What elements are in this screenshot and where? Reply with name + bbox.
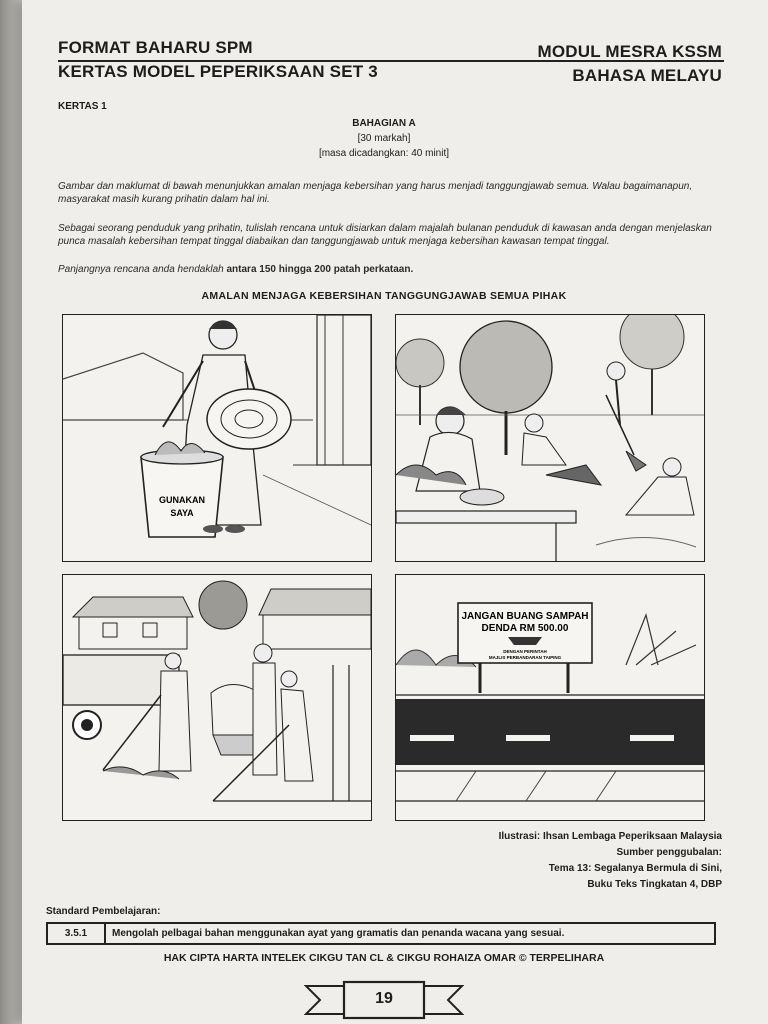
page-number: 19 [375,990,393,1007]
instruction-paragraph-3 [58,263,722,276]
standard-label: Standard Pembelajaran: [46,906,161,917]
standard-code: 3.5.1 [48,924,106,943]
time-label: [masa dicadangkan: 40 minit] [318,148,450,159]
bin-label-gunakan: GUNAKAN [159,495,205,505]
road-sign-illustration [396,575,704,820]
sign-jangan-buang-sampah: JANGAN BUANG SAMPAH [461,611,589,622]
bin-label-saya: SAYA [170,508,194,518]
paper-label: KERTAS 1 [58,101,107,112]
panel-gotong-royong [62,574,372,821]
instruction-paragraph-1: Gambar dan maklumat di bawah menunjukkan amalan menjaga kebersihan yang harus menjadi tanggungjawab semua. Walau bagaimanapun, masyarakat masih kurang prihatin dalam hal ini. [58,181,693,205]
panel-no-littering-sign [395,574,705,821]
sign-denda: DENDA RM 500.00 [481,623,569,634]
gardening-illustration [396,315,704,561]
length-instruction: Panjangnya rencana anda hendaklah [58,264,227,275]
community-cleaning-illustration [63,575,371,820]
word-count-requirement: antara 150 hingga 200 patah perkataan. [226,264,414,275]
illustration-credits [499,829,722,893]
page-number-banner [304,980,464,1020]
copyright-notice: HAK CIPTA HARTA INTELEK CIKGU TAN CL & CIKGU ROHAIZA OMAR © TERPELIHARA [163,952,605,964]
marks-label: [30 markah] [357,133,411,144]
header-modul: MODUL MESRA KSSM [537,42,722,61]
illustration-title: AMALAN MENJAGA KEBERSIHAN TANGGUNGJAWAB SEMUA PIHAK [201,290,567,302]
section-title: BAHAGIAN A [352,118,416,129]
instruction-paragraph-2: Sebagai seorang penduduk yang prihatin, tulislah rencana untuk disiarkan dalam majalah bulanan penduduk di kawasan anda dengan menjelaskan punca masalah kebersihan tempat tinggal diabaikan dan tanggungjawab untuk menjaga kebersihan kawasan tempat tinggal. [58,223,712,247]
credit-sumber: Sumber penggubalan: [616,847,722,858]
standard-text: Mengolah pelbagai bahan menggunakan ayat yang gramatis dan penanda wacana yang sesuai. [112,928,565,939]
panel-woman-using-bin [62,314,372,562]
header-kertas-model: KERTAS MODEL PEPERIKSAAN SET 3 [58,62,378,81]
credit-tema: Tema 13: Segalanya Bermula di Sini, [548,863,722,874]
sign-small-perintah: DENGAN PERINTAH [503,649,547,654]
standard-box [46,922,716,945]
credit-ilustrasi: Ilustrasi: Ihsan Lembaga Peperiksaan Malaysia [498,831,722,842]
header-subject: BAHASA MELAYU [572,66,722,85]
panel-gardening-sweeping [395,314,705,562]
sign-small-majlis: MAJLIS PERBANDARAN TAIPING [488,655,562,660]
header-format: FORMAT BAHARU SPM [58,38,253,57]
woman-bin-illustration [63,315,371,561]
credit-buku-teks: Buku Teks Tingkatan 4, DBP [587,879,722,890]
